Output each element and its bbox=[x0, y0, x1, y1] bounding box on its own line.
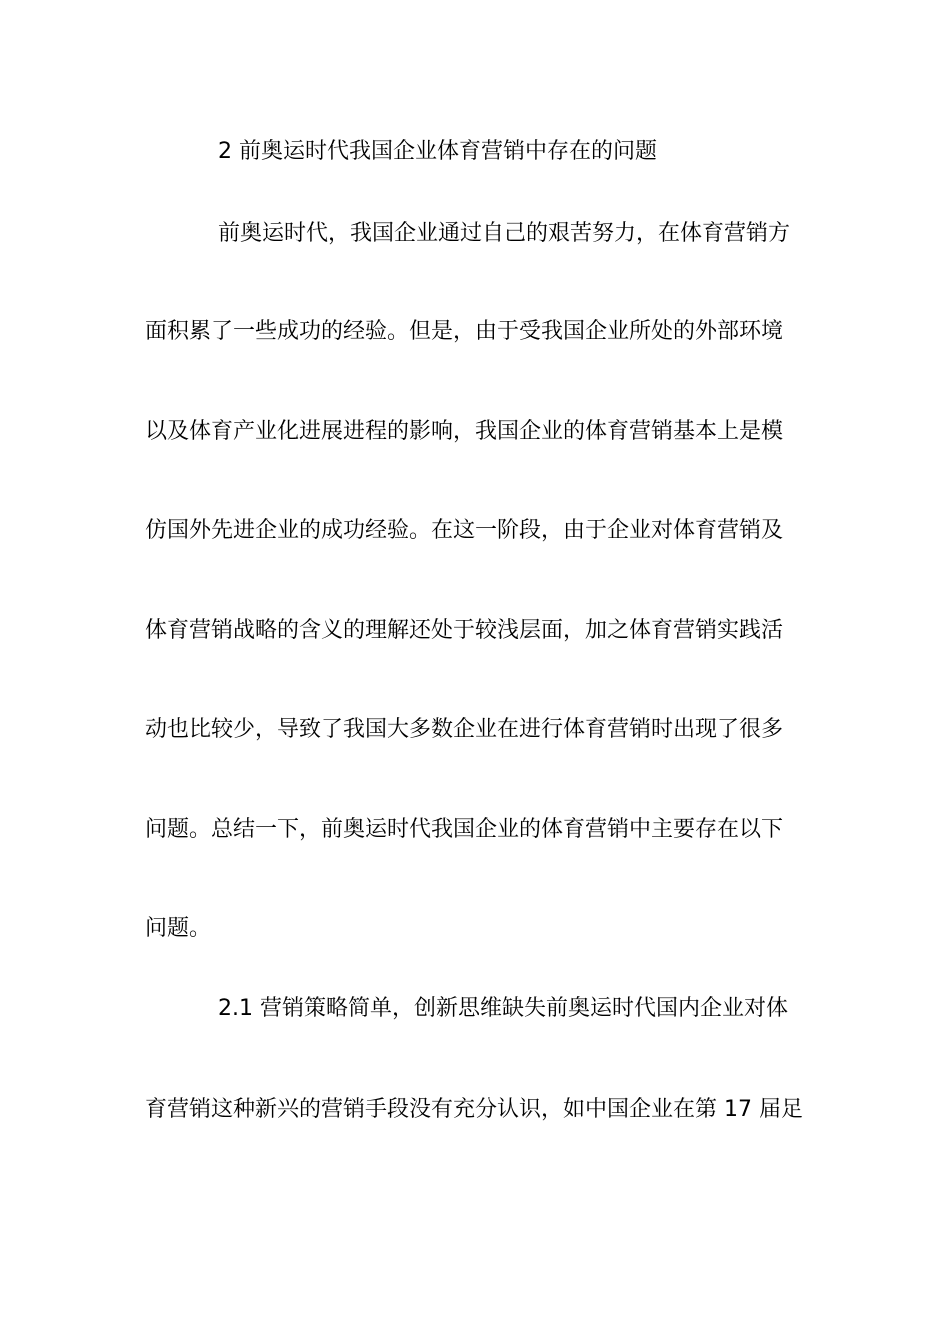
paragraph-line: 前奥运时代，我国企业通过自己的艰苦努力，在体育营销方 bbox=[218, 221, 791, 246]
paragraph-line: 以及体育产业化进展进程的影响，我国企业的体育营销基本上是模 bbox=[145, 419, 784, 444]
paragraph-line: 面积累了一些成功的经验。但是，由于受我国企业所处的外部环境 bbox=[145, 319, 784, 344]
paragraph-line: 仿国外先进企业的成功经验。在这一阶段，由于企业对体育营销及 bbox=[145, 518, 784, 543]
paragraph-line: 问题。 bbox=[145, 916, 212, 941]
paragraph-line: 动也比较少，导致了我国大多数企业在进行体育营销时出现了很多 bbox=[145, 717, 784, 742]
paragraph-line: 体育营销战略的含义的理解还处于较浅层面，加之体育营销实践活 bbox=[145, 618, 784, 643]
section-heading: 2 前奥运时代我国企业体育营销中存在的问题 bbox=[218, 139, 657, 164]
paragraph-line: 问题。总结一下，前奥运时代我国企业的体育营销中主要存在以下 bbox=[145, 817, 784, 842]
subsection-line: 2.1 营销策略简单，创新思维缺失前奥运时代国内企业对体 bbox=[218, 996, 788, 1021]
paragraph-line: 育营销这种新兴的营销手段没有充分认识，如中国企业在第 17 届足 bbox=[145, 1097, 803, 1122]
